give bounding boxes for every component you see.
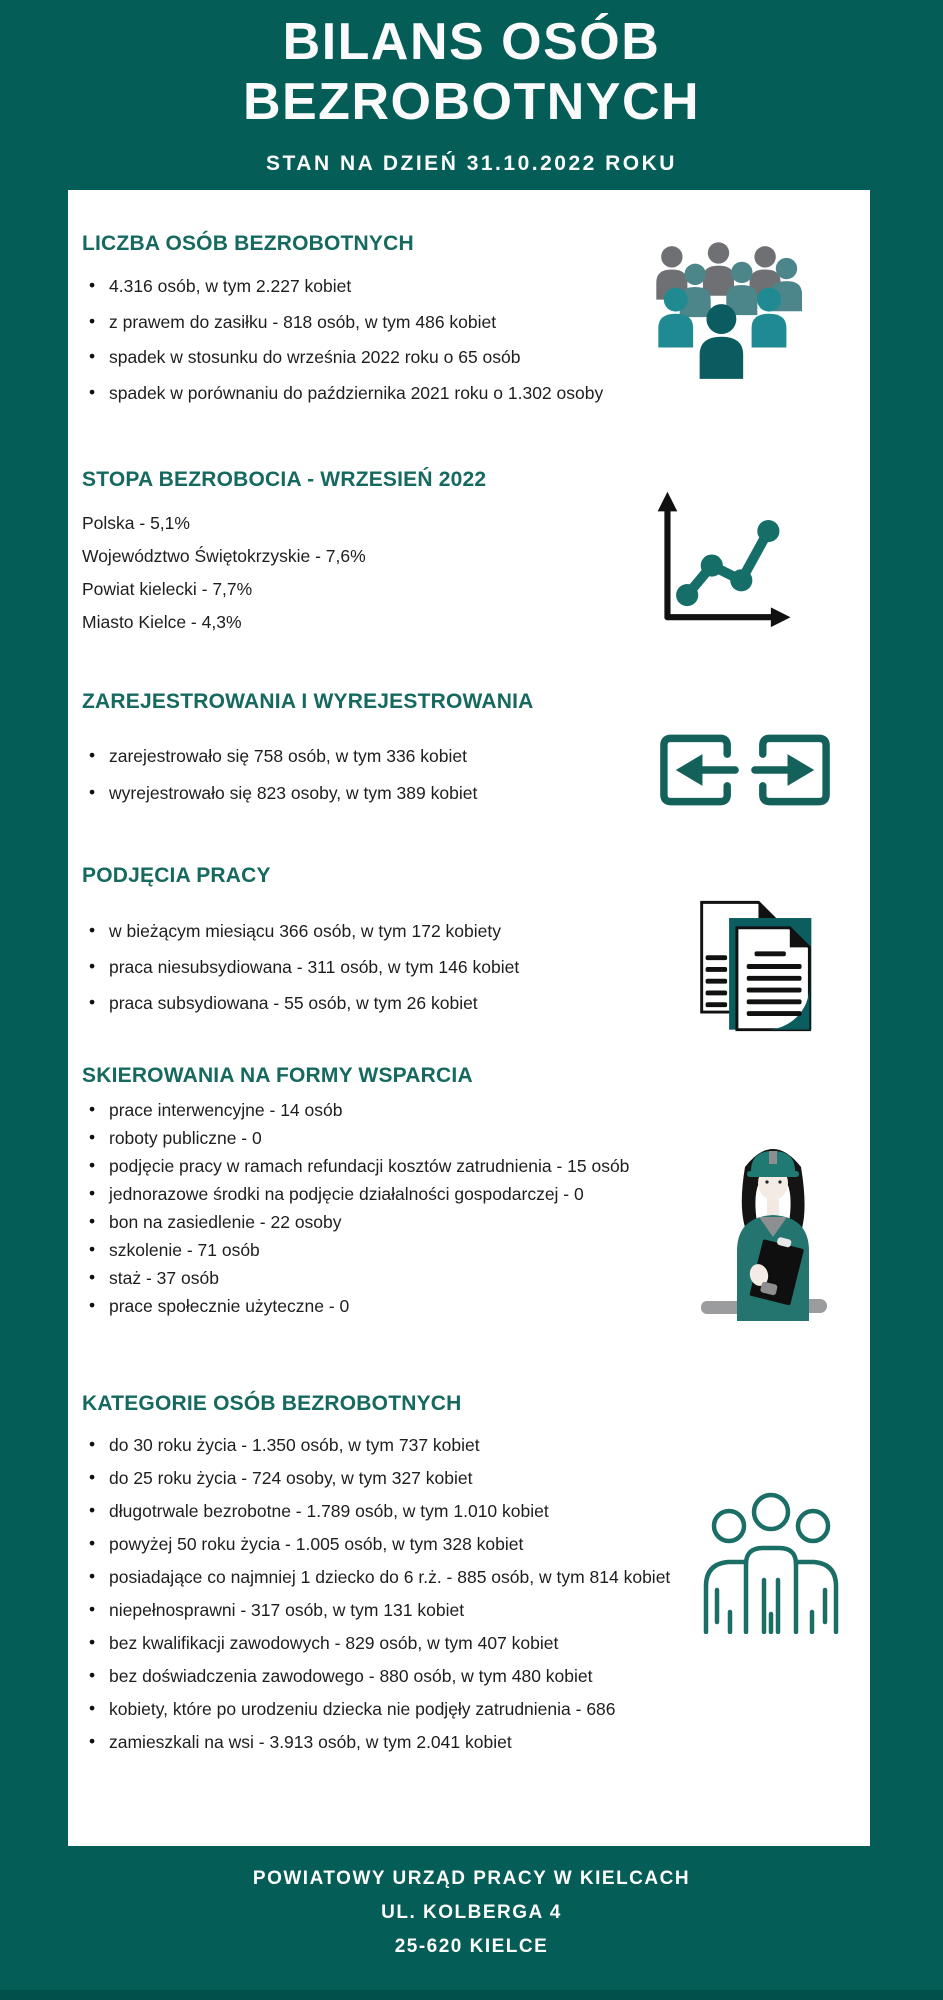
section-title: STOPA BEZROBOCIA - WRZESIEŃ 2022 bbox=[82, 468, 487, 491]
page-title bbox=[0, 12, 943, 132]
section-zarejestrowania-wyrejestrowania bbox=[82, 690, 702, 812]
section-title: ZAREJESTROWANIA I WYREJESTROWANIA bbox=[82, 690, 534, 713]
section-title: LICZBA OSÓB BEZROBOTNYCH bbox=[82, 232, 414, 255]
bullet-item: • z prawem do zasiłku - 818 osób, w tym 486 kobiet bbox=[82, 305, 702, 341]
people-group-outline-icon bbox=[686, 1482, 856, 1634]
worker-woman-icon bbox=[693, 1125, 853, 1325]
footer bbox=[0, 1862, 943, 1964]
section-skierowania-formy-wsparcia bbox=[82, 1064, 747, 1320]
transfer-arrows-icon bbox=[656, 730, 834, 810]
bullet-item: • bon na zasiedlenie - 22 osoby bbox=[82, 1208, 747, 1236]
section-podjecia-pracy bbox=[82, 864, 702, 1021]
footer-city: 25-620 KIELCE bbox=[394, 1936, 549, 1957]
bullet-list bbox=[82, 269, 702, 411]
page-title-line2: BEZROBOTNYCH bbox=[242, 73, 701, 131]
plain-list bbox=[82, 507, 702, 639]
stat-line: Powiat kielecki - 7,7% bbox=[82, 579, 253, 599]
documents-icon bbox=[686, 898, 828, 1036]
bullet-item: • prace społecznie użyteczne - 0 bbox=[82, 1292, 747, 1320]
bullet-item: • roboty publiczne - 0 bbox=[82, 1124, 747, 1152]
crowd-icon bbox=[633, 218, 803, 388]
stat-line: Polska - 5,1% bbox=[82, 513, 190, 533]
bullet-item: • długotrwale bezrobotne - 1.789 osób, w tym 1.010 kobiet bbox=[82, 1495, 680, 1528]
line-chart-icon bbox=[633, 472, 793, 632]
bullet-item: • zarejestrowało się 758 osób, w tym 336 kobiet bbox=[82, 738, 702, 775]
section-title: KATEGORIE OSÓB BEZROBOTNYCH bbox=[82, 1392, 462, 1415]
bullet-list bbox=[82, 738, 702, 812]
section-liczba-osob-bezrobotnych bbox=[82, 232, 702, 411]
bullet-list bbox=[82, 1429, 680, 1759]
section-stopa-bezrobocia bbox=[82, 468, 702, 639]
bullet-item: • 4.316 osób, w tym 2.227 kobiet bbox=[82, 269, 702, 305]
bullet-item: • praca niesubsydiowana - 311 osób, w tym 146 kobiet bbox=[82, 949, 702, 985]
footer-street: UL. KOLBERGA 4 bbox=[381, 1902, 562, 1923]
bullet-item: • zamieszkali na wsi - 3.913 osób, w tym 2.041 kobiet bbox=[82, 1726, 680, 1759]
page-subtitle: STAN NA DZIEŃ 31.10.2022 ROKU bbox=[266, 152, 677, 175]
bullet-item: • do 30 roku życia - 1.350 osób, w tym 737 kobiet bbox=[82, 1429, 680, 1462]
bullet-item: • prace interwencyjne - 14 osób bbox=[82, 1096, 747, 1124]
bullet-item: • posiadające co najmniej 1 dziecko do 6 r.ż. - 885 osób, w tym 814 kobiet bbox=[82, 1561, 680, 1594]
bullet-item: • praca subsydiowana - 55 osób, w tym 26 kobiet bbox=[82, 985, 702, 1021]
section-kategorie-osob-bezrobotnych bbox=[82, 1392, 680, 1759]
stat-line: Województwo Świętokrzyskie - 7,6% bbox=[82, 546, 366, 566]
bullet-item: • szkolenie - 71 osób bbox=[82, 1236, 747, 1264]
bullet-item: • spadek w porównaniu do października 2021 roku o 1.302 osoby bbox=[82, 376, 702, 412]
bullet-item: • niepełnosprawni - 317 osób, w tym 131 kobiet bbox=[82, 1594, 680, 1627]
bullet-item: • wyrejestrowało się 823 osoby, w tym 389 kobiet bbox=[82, 775, 702, 812]
bullet-item: • kobiety, które po urodzeniu dziecka nie podjęły zatrudnienia - 686 bbox=[82, 1693, 680, 1726]
bullet-item: • jednorazowe środki na podjęcie działalności gospodarczej - 0 bbox=[82, 1180, 747, 1208]
bullet-item: • bez kwalifikacji zawodowych - 829 osób, w tym 407 kobiet bbox=[82, 1627, 680, 1660]
bullet-item: • w bieżącym miesiącu 366 osób, w tym 172 kobiety bbox=[82, 913, 702, 949]
bullet-item: • powyżej 50 roku życia - 1.005 osób, w tym 328 kobiet bbox=[82, 1528, 680, 1561]
bullet-item: • do 25 roku życia - 724 osoby, w tym 327 kobiet bbox=[82, 1462, 680, 1495]
page-title-line1: BILANS OSÓB bbox=[282, 13, 661, 71]
section-title: PODJĘCIA PRACY bbox=[82, 864, 271, 887]
bullet-list bbox=[82, 1096, 747, 1320]
footer-org-name: POWIATOWY URZĄD PRACY W KIELCACH bbox=[252, 1868, 691, 1889]
content-card bbox=[68, 190, 870, 1846]
bullet-list bbox=[82, 913, 702, 1021]
section-title: SKIEROWANIA NA FORMY WSPARCIA bbox=[82, 1064, 473, 1087]
bullet-item: • podjęcie pracy w ramach refundacji kosztów zatrudnienia - 15 osób bbox=[82, 1152, 747, 1180]
bullet-item: • spadek w stosunku do września 2022 roku o 65 osób bbox=[82, 340, 702, 376]
bullet-item: • staż - 37 osób bbox=[82, 1264, 747, 1292]
bottom-strip bbox=[0, 1990, 943, 2000]
bullet-item: • bez doświadczenia zawodowego - 880 osób, w tym 480 kobiet bbox=[82, 1660, 680, 1693]
stat-line: Miasto Kielce - 4,3% bbox=[82, 612, 242, 632]
